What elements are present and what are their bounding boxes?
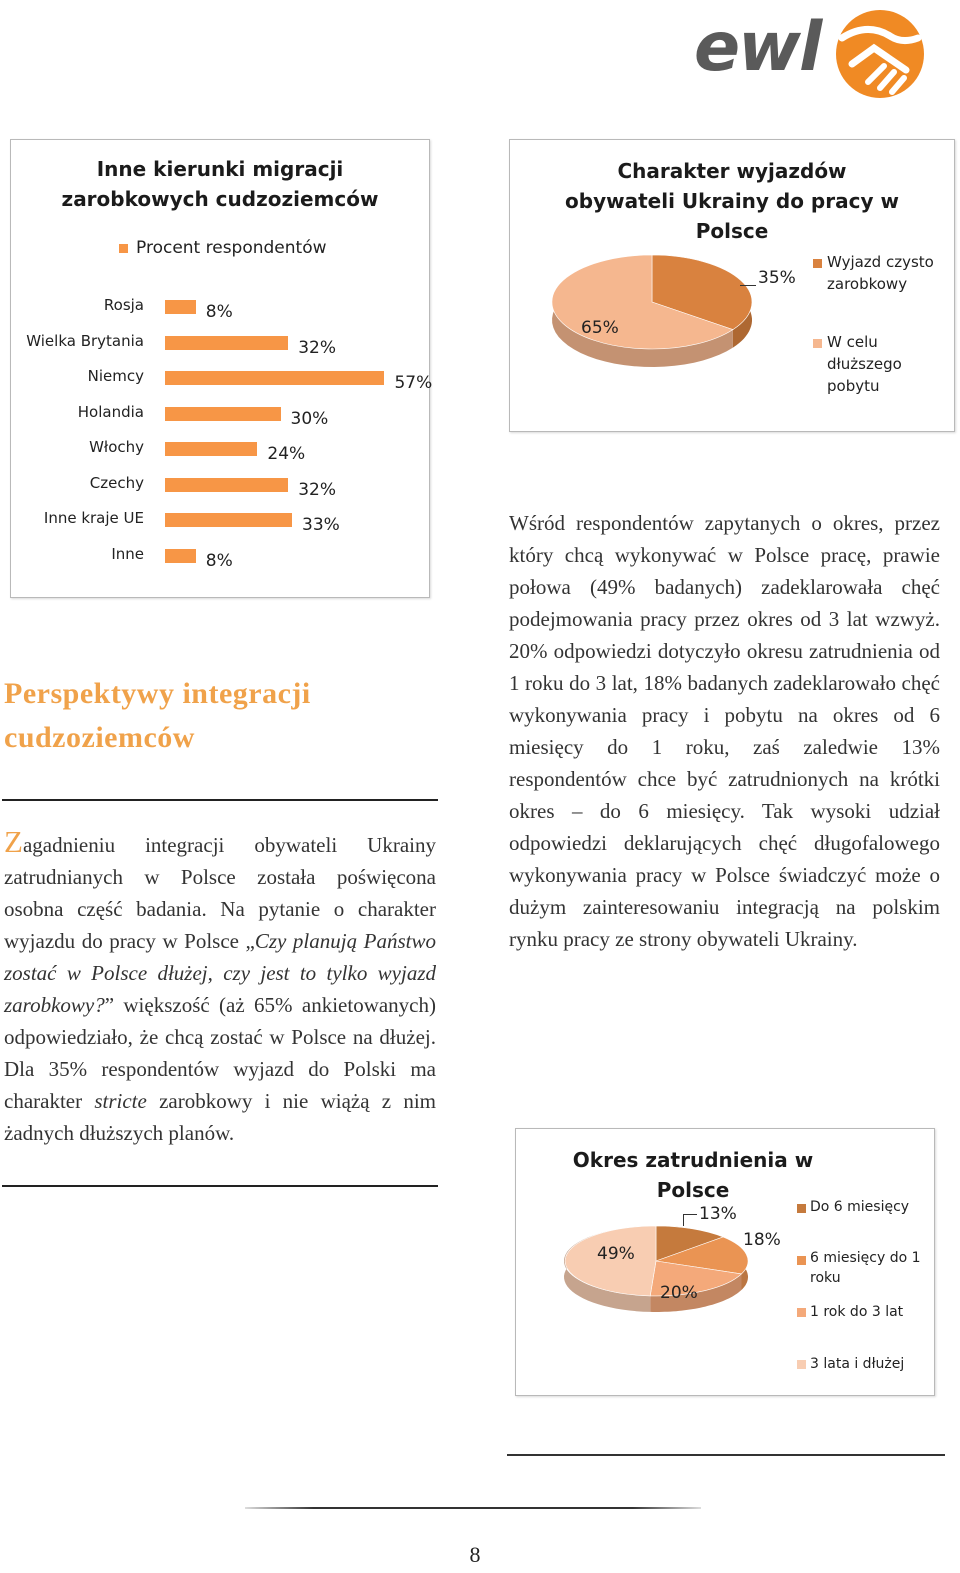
legend-label: 1 rok do 3 lat bbox=[810, 1304, 904, 1320]
logo-text: ewl bbox=[694, 8, 821, 87]
chart-title: Inne kierunki migracji zarobkowych cudzoziemców bbox=[61, 157, 379, 211]
pie-plot bbox=[556, 1223, 756, 1321]
data-label: 32% bbox=[298, 337, 336, 358]
divider bbox=[2, 799, 438, 801]
footer-rule-center bbox=[245, 1507, 701, 1509]
legend-line: zarobkowy bbox=[827, 275, 908, 293]
category-label: Włochy bbox=[89, 438, 144, 456]
footer-rule-right bbox=[507, 1454, 945, 1456]
data-label: 18% bbox=[743, 1230, 781, 1250]
legend-line: 6 miesięcy do 1 bbox=[810, 1250, 921, 1266]
text-run: zarobkowy i nie wiążą z nim żadnych dłuższych planów. bbox=[4, 1089, 436, 1145]
bar bbox=[165, 513, 292, 527]
label-leader-line bbox=[683, 1214, 684, 1226]
italic-quote: Czy planują Państwo zostać w Polsce dłużej, czy jest to tylko wyjazd zarobkowy? bbox=[4, 929, 436, 1017]
handshake-icon bbox=[822, 8, 934, 108]
legend-line: pobytu bbox=[827, 377, 880, 395]
data-label: 35% bbox=[758, 268, 796, 288]
legend-label bbox=[827, 331, 902, 397]
legend-swatch bbox=[797, 1360, 806, 1369]
legend-label bbox=[810, 1248, 921, 1288]
bar bbox=[165, 371, 384, 385]
drop-cap: Z bbox=[4, 824, 23, 859]
legend-label bbox=[827, 251, 934, 295]
data-label: 8% bbox=[205, 550, 233, 571]
divider bbox=[2, 1185, 438, 1187]
legend-label: Procent respondentów bbox=[136, 238, 327, 258]
integration-paragraph bbox=[4, 826, 436, 1149]
employment-period-pie-chart bbox=[515, 1128, 935, 1396]
category-label: Inne bbox=[111, 544, 144, 563]
category-label: Czechy bbox=[89, 473, 144, 492]
bar bbox=[165, 336, 288, 350]
section-heading bbox=[4, 672, 434, 760]
chart-title: Okres zatrudnienia w Polsce bbox=[572, 1148, 814, 1202]
bar bbox=[165, 442, 257, 456]
bar bbox=[165, 478, 288, 492]
text-run: agadnieniu integracji obywateli Ukrainy zatrudnianych w Polsce została poświęcona osobna część badania. Na pytanie o charakter wyjazdu do pracy w Polsce „ bbox=[4, 833, 436, 953]
text-run: ” większość (aż 65% ankietowanych) odpowiedziało, że chcą zostać w Polsce na dłużej. Dla 35% respondentów wyjazd do Polski ma charakter bbox=[4, 993, 436, 1113]
bar bbox=[165, 300, 196, 314]
data-label: 65% bbox=[581, 318, 619, 338]
legend-swatch bbox=[797, 1204, 806, 1213]
legend-swatch bbox=[797, 1308, 806, 1317]
italic-term: stricte bbox=[94, 1089, 147, 1113]
bar-plot-area bbox=[11, 140, 433, 597]
label-leader-line bbox=[683, 1214, 697, 1215]
legend-line: roku bbox=[810, 1270, 841, 1286]
category-label: Inne kraje UE bbox=[43, 509, 144, 527]
legend-swatch bbox=[797, 1256, 806, 1265]
legend-swatch bbox=[813, 339, 822, 348]
category-label: Rosja bbox=[103, 296, 144, 314]
employment-paragraph: Wśród respondentów zapytanych o okres, przez który chcą wykonywać w Polsce pracę, prawie połowa (49% badanych) zadeklarowała chęć podejmowania pracy przez okres od 3 lat wzwyż. 20% odpowiedzi dotyczyło okresu zatrudnienia od 1 roku do 3 lat, 18% badanych zadeklarowało chęć wykonywania pracy i pobytu na okres od 6 miesięcy do 1 roku, zaś zaledwie 13% respondentów chce być zatrudnionych na krótki okres – do 6 miesięcy. Tak wysoki udział odpowiedzi deklarujących chęć długofalowego wykonywania pracy w Polsce świadczyć może o dużym zainteresowaniu integracją na polskim rynku pracy ze strony obywateli Ukrainy. bbox=[509, 511, 940, 951]
page-number: 8 bbox=[469, 1542, 481, 1567]
pie-plot bbox=[540, 252, 770, 372]
data-label: 30% bbox=[290, 408, 329, 429]
bar bbox=[165, 407, 281, 421]
heading-line: Perspektywy integracji bbox=[4, 677, 311, 710]
legend-swatch bbox=[813, 259, 822, 268]
data-label: 49% bbox=[597, 1244, 635, 1264]
legend-label: 3 lata i dłużej bbox=[810, 1356, 905, 1372]
data-label: 13% bbox=[699, 1204, 737, 1224]
category-label: Holandia bbox=[77, 402, 144, 421]
heading-line: cudzoziemców bbox=[4, 721, 195, 754]
category-label: Niemcy bbox=[87, 367, 144, 385]
migration-bar-chart bbox=[10, 139, 433, 598]
legend-line: W celu bbox=[827, 333, 878, 351]
data-label: 8% bbox=[205, 302, 233, 322]
legend-line: Wyjazd czysto bbox=[827, 253, 934, 271]
data-label: 20% bbox=[660, 1283, 698, 1303]
data-label: 33% bbox=[302, 515, 340, 535]
trip-character-pie-chart bbox=[509, 139, 955, 432]
bar bbox=[165, 549, 196, 563]
category-label: Wielka Brytania bbox=[26, 331, 144, 350]
data-label: 32% bbox=[298, 479, 336, 500]
legend-line: dłuższego bbox=[827, 355, 902, 373]
ewl-logo bbox=[690, 8, 940, 108]
label-leader-line bbox=[740, 285, 756, 286]
legend-label: Do 6 miesięcy bbox=[810, 1199, 910, 1215]
data-label: 24% bbox=[267, 444, 306, 464]
data-label: 57% bbox=[394, 373, 433, 393]
chart-title: Charakter wyjazdów obywateli Ukrainy do pracy w Polsce bbox=[565, 159, 899, 243]
